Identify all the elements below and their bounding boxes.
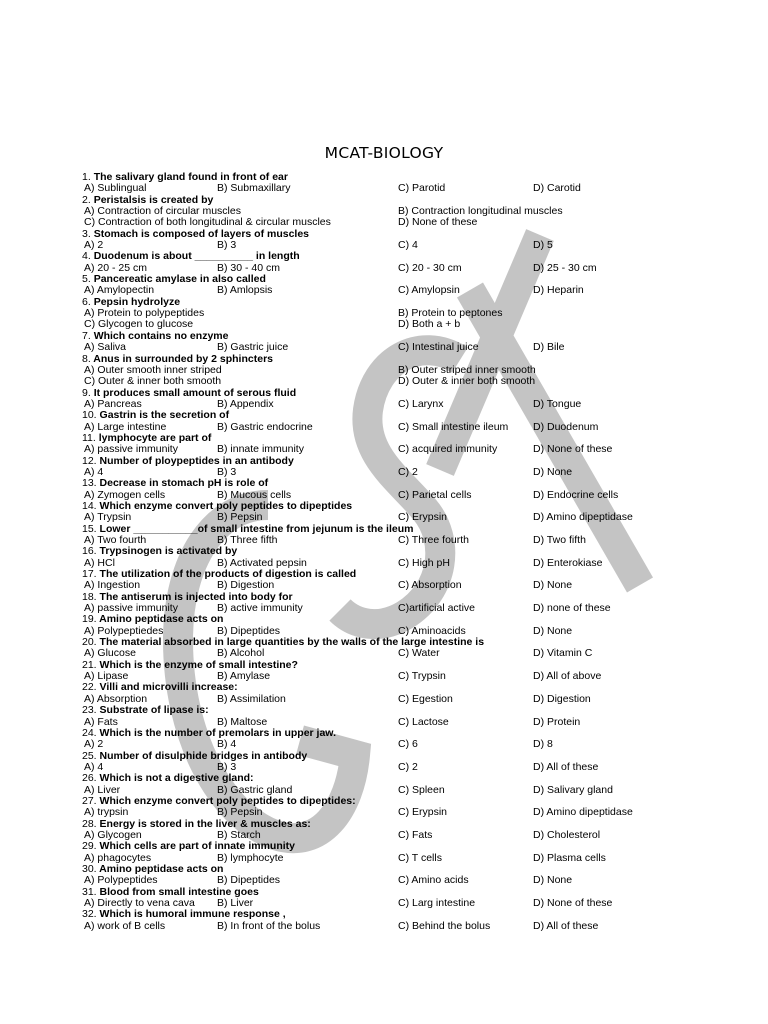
question-number: 25. [82, 749, 97, 762]
answer-option: D) All of these [533, 919, 599, 932]
answer-option: A) Polypeptiedes [84, 624, 164, 637]
options-row [82, 648, 682, 659]
answer-option: D) Cholesterol [533, 828, 601, 841]
answer-option: B) Dipeptides [217, 624, 281, 637]
answer-option: C) High pH [398, 556, 450, 569]
answer-option: D) Both a + b [398, 318, 461, 331]
answer-option: C) Contraction of both longitudinal & circular muscles [84, 216, 331, 229]
answer-option: B) Digestion [217, 579, 275, 592]
options-row [82, 240, 682, 251]
answer-option: A) Ingestion [84, 579, 141, 592]
answer-option: B) 3 [217, 465, 237, 478]
options-row [82, 422, 682, 433]
answer-option: D) Digestion [533, 692, 591, 705]
answer-option: A) Lipase [84, 670, 129, 683]
answer-option: A) Large intestine [84, 420, 167, 433]
question-number: 5. [82, 273, 91, 286]
answer-option: A) Glucose [84, 647, 136, 660]
answer-option: B) Gastric endocrine [217, 420, 313, 433]
question-stem: Stomach is composed of layers of muscles [93, 227, 310, 240]
answer-option: D) Heparin [533, 284, 584, 297]
page-title: MCAT-BIOLOGY [324, 144, 444, 162]
answer-option: B) 3 [217, 239, 237, 252]
answer-option: B) Assimilation [217, 692, 286, 705]
question-text [82, 773, 682, 784]
options-row [82, 898, 682, 909]
answer-option: B) 4 [217, 738, 237, 751]
answer-option: B) Appendix [217, 397, 274, 410]
question-number: 15. [82, 522, 97, 535]
question-number: 8. [82, 352, 91, 365]
question-stem: Blood from small intestine goes [99, 885, 259, 898]
question-stem: Amino peptidase acts on [99, 862, 224, 875]
answer-option: A) Two fourth [84, 534, 147, 546]
question-stem: Duodenum is about __________ in length [93, 250, 300, 263]
answer-option: D) None [533, 624, 573, 637]
answer-option: A) 2 [84, 738, 104, 751]
question-stem: Anus in surrounded by 2 sphincters [93, 352, 273, 365]
options-row [82, 285, 682, 296]
answer-option: C) Water [398, 647, 440, 660]
question-stem: The material absorbed in large quantities by the walls of the large intestine is [99, 636, 485, 649]
answer-option: C) acquired immunity [398, 443, 498, 456]
options-row [82, 342, 682, 353]
answer-option: D) Enterokiase [533, 556, 603, 569]
answer-option: B) Outer striped inner smooth [398, 363, 536, 376]
answer-option: C) Parietal cells [398, 488, 472, 501]
answer-option: A) work of B cells [84, 919, 166, 932]
answer-option: A) Contraction of circular muscles [84, 205, 241, 218]
options-row [82, 717, 682, 728]
answer-option: C) 4 [398, 239, 418, 252]
question-text [82, 546, 682, 557]
question-text [82, 705, 682, 716]
question-text [82, 864, 682, 875]
answer-option: D) All of above [533, 670, 602, 683]
options-row [82, 853, 682, 864]
question-text [82, 229, 682, 240]
question-number: 3. [82, 227, 91, 240]
answer-option: A) Liver [84, 783, 121, 796]
answer-option: C) Fats [398, 828, 433, 841]
answer-option: C) Amino acids [398, 874, 469, 887]
answer-option: B) Three fifth [217, 534, 278, 546]
question-stem: The antiserum is injected into body for [99, 590, 293, 603]
question-stem: Number of disulphide bridges in antibody [99, 749, 308, 762]
answer-option: C) 2 [398, 465, 418, 478]
answer-option: D) Carotid [533, 182, 581, 195]
question-number: 7. [82, 329, 91, 342]
question-number: 28. [82, 817, 97, 830]
question-number: 23. [82, 704, 97, 717]
options-row [82, 921, 682, 932]
answer-option: D) Salivary gland [533, 783, 613, 796]
question-stem: Which contains no enzyme [93, 329, 229, 342]
question-stem: Number of ploypeptides in an antibody [99, 454, 294, 467]
question-stem: Which cells are part of innate immunity [99, 840, 295, 853]
options-row [82, 376, 682, 387]
answer-option: C) Larg intestine [398, 897, 476, 909]
answer-option: B) Gastric juice [217, 341, 289, 354]
question-stem: Villi and microvilli increase: [99, 681, 238, 694]
answer-option: B) Protein to peptones [398, 307, 503, 320]
question-stem: Pancereatic amylase in also called [93, 273, 266, 286]
options-row [82, 558, 682, 569]
answer-option: A) 20 - 25 cm [84, 261, 148, 274]
question-number: 30. [82, 862, 97, 875]
answer-option: A) phagocytes [84, 851, 152, 864]
question-number: 27. [82, 794, 97, 807]
answer-option: C) Erypsin [398, 806, 448, 819]
options-row [82, 830, 682, 841]
question-number: 19. [82, 613, 97, 626]
question-number: 32. [82, 908, 97, 921]
answer-option: D) Bile [533, 341, 565, 354]
answer-option: D) Duodenum [533, 420, 599, 433]
question-number: 26. [82, 772, 97, 785]
options-row [82, 875, 682, 886]
question-number: 24. [82, 726, 97, 739]
question-number: 11. [82, 431, 96, 444]
answer-option: A) 2 [84, 239, 104, 252]
answer-option: A) Pancreas [84, 397, 142, 410]
question-stem: Gastrin is the secretion of [99, 409, 230, 422]
question-text [82, 614, 682, 625]
options-row [82, 512, 682, 523]
question-stem: Which is not a digestive gland: [99, 772, 254, 785]
question-number: 17. [82, 568, 97, 581]
question-number: 12. [82, 454, 97, 467]
options-row [82, 467, 682, 478]
answer-option: A) Protein to polypeptides [84, 307, 205, 320]
options-row [82, 217, 682, 228]
question-text [82, 728, 682, 739]
answer-option: D) None [533, 874, 573, 887]
question-text [82, 410, 682, 421]
question-stem: Decrease in stomach pH is role of [99, 477, 269, 490]
answer-option: B) lymphocyte [217, 851, 284, 864]
answer-option: B) 3 [217, 760, 237, 773]
answer-option: C) Aminoacids [398, 624, 466, 637]
question-text [82, 682, 682, 693]
answer-option: B) Pepsin [217, 806, 263, 819]
question-text [82, 909, 682, 920]
answer-option: A) Sublingual [84, 182, 147, 195]
question-stem: Peristalsis is created by [93, 193, 214, 206]
question-stem: Which is humoral immune response , [99, 908, 286, 921]
question-stem: Trypsinogen is activated by [99, 545, 238, 558]
answer-option: C) Glycogen to glucose [84, 318, 194, 331]
answer-option: C) Amylopsin [398, 284, 460, 297]
question-text [82, 569, 682, 580]
options-row [82, 807, 682, 818]
answer-option: D) None of these [533, 443, 613, 456]
answer-option: C) 2 [398, 760, 418, 773]
question-number: 21. [82, 658, 97, 671]
answer-option: D) None of these [533, 897, 613, 909]
options-row [82, 762, 682, 773]
answer-option: C) Three fourth [398, 534, 470, 546]
options-row [82, 183, 682, 194]
answer-option: A) Trypsin [84, 511, 132, 524]
answer-option: D) Protein [533, 715, 581, 728]
answer-option: C) T cells [398, 851, 442, 864]
question-stem: Which is the number of premolars in upper jaw. [99, 726, 337, 739]
answer-option: D) 25 - 30 cm [533, 261, 597, 274]
answer-option: C) Egestion [398, 692, 453, 705]
question-text [82, 478, 682, 489]
answer-option: C) 6 [398, 738, 418, 751]
answer-option: D) None [533, 465, 573, 478]
question-number: 16. [82, 545, 97, 558]
answer-option: B) Activated pepsin [217, 556, 307, 569]
answer-option: D) Amino dipeptidase [533, 511, 633, 524]
question-number: 2. [82, 193, 91, 206]
answer-option: B) innate immunity [217, 443, 304, 456]
question-number: 6. [82, 295, 91, 308]
answer-option: D) Two fifth [533, 534, 586, 546]
question-text [82, 456, 682, 467]
answer-option: D) Outer & inner both smooth [398, 375, 536, 388]
question-text [82, 637, 682, 648]
answer-option: C) Outer & inner both smooth [84, 375, 222, 388]
question-stem: Amino peptidase acts on [99, 613, 224, 626]
question-stem: It produces small amount of serous fluid [93, 386, 297, 399]
answer-option: A) Directly to vena cava [84, 897, 195, 909]
options-row [82, 626, 682, 637]
options-row [82, 444, 682, 455]
question-number: 13. [82, 477, 97, 490]
question-stem: The salivary gland found in front of ear [93, 171, 288, 183]
answer-option: D) Tongue [533, 397, 582, 410]
options-row [82, 399, 682, 410]
answer-option: A) Fats [84, 715, 118, 728]
answer-option: D) Plasma cells [533, 851, 606, 864]
answer-option: B) Contraction longitudinal muscles [398, 205, 563, 218]
options-row [82, 671, 682, 682]
question-number: 1. [82, 171, 91, 183]
question-text [82, 274, 682, 285]
answer-option: D) None [533, 579, 573, 592]
question-number: 14. [82, 499, 97, 512]
answer-option: A) Zymogen cells [84, 488, 166, 501]
question-number: 31. [82, 885, 97, 898]
answer-option: B) Mucous cells [217, 488, 292, 501]
answer-option: B) Amlopsis [217, 284, 273, 297]
answer-option: C) Spleen [398, 783, 445, 796]
answer-option: C) 20 - 30 cm [398, 261, 462, 274]
answer-option: A) Outer smooth inner striped [84, 363, 222, 376]
options-row [82, 535, 682, 546]
question-text [82, 388, 682, 399]
answer-option: C) Larynx [398, 397, 444, 410]
answer-option: B) Maltose [217, 715, 268, 728]
answer-option: A) Glycogen [84, 828, 142, 841]
question-stem: Substrate of lipase is: [99, 704, 209, 717]
answer-option: A) passive immunity [84, 602, 178, 615]
question-text [82, 172, 682, 183]
answer-option: B) Gastric gland [217, 783, 293, 796]
answer-option: D) None of these [398, 216, 478, 229]
answer-option: B) Submaxillary [217, 182, 291, 195]
answer-option: D) Amino dipeptidase [533, 806, 633, 819]
answer-option: D) Endocrine cells [533, 488, 619, 501]
options-row [82, 490, 682, 501]
answer-option: C) Intestinal juice [398, 341, 479, 354]
answer-option: C) Parotid [398, 182, 446, 195]
answer-option: A) 4 [84, 760, 104, 773]
question-stem: Pepsin hydrolyze [93, 295, 181, 308]
question-number: 4. [82, 250, 91, 263]
question-number: 29. [82, 840, 97, 853]
answer-option: D) none of these [533, 602, 611, 615]
answer-option: D) Vitamin C [533, 647, 593, 660]
options-row [82, 694, 682, 705]
answer-option: B) 30 - 40 cm [217, 261, 281, 274]
answer-option: B) active immunity [217, 602, 303, 615]
question-stem: Which enzyme convert poly peptides to dipeptides [99, 499, 353, 512]
question-stem: Which is the enzyme of small intestine? [99, 658, 298, 671]
question-text [82, 331, 682, 342]
answer-option: C) Erypsin [398, 511, 448, 524]
question-text [82, 841, 682, 852]
question-text [82, 524, 682, 535]
question-stem: lymphocyte are part of [98, 431, 212, 444]
options-row [82, 263, 682, 274]
answer-option: B) Dipeptides [217, 874, 281, 887]
answer-option: D) 5 [533, 239, 553, 252]
answer-option: A) Polypeptides [84, 874, 158, 887]
options-row [82, 739, 682, 750]
answer-option: B) Amylase [217, 670, 271, 683]
question-stem: The utilization of the products of digestion is called [99, 568, 357, 581]
answer-option: A) HCl [84, 556, 115, 569]
options-row [82, 603, 682, 614]
answer-option: A) Saliva [84, 341, 127, 354]
question-number: 9. [82, 386, 91, 399]
question-number: 18. [82, 590, 97, 603]
answer-option: D) All of these [533, 760, 599, 773]
question-stem: Which enzyme convert poly peptides to dipeptides: [99, 794, 356, 807]
question-stem: Energy is stored in the liver & muscles as: [99, 817, 311, 830]
question-list [82, 172, 682, 932]
answer-option: A) passive immunity [84, 443, 178, 456]
answer-option: B) Starch [217, 828, 261, 841]
options-row [82, 785, 682, 796]
answer-option: B) Alcohol [217, 647, 265, 660]
answer-option: C) Behind the bolus [398, 919, 491, 932]
answer-option: A) trypsin [84, 806, 129, 819]
answer-option: C) Trypsin [398, 670, 446, 683]
answer-option: D) 8 [533, 738, 553, 751]
question-number: 10. [82, 409, 97, 422]
question-number: 22. [82, 681, 97, 694]
answer-option: B) In front of the bolus [217, 919, 321, 932]
answer-option: C) Absorption [398, 579, 462, 592]
answer-option: B) Liver [217, 897, 254, 909]
answer-option: C)artificial active [398, 602, 476, 615]
answer-option: C) Lactose [398, 715, 449, 728]
question-stem: Lower ___________of small intestine from jejunum is the ileum [99, 522, 414, 535]
answer-option: C) Small intestine ileum [398, 420, 509, 433]
answer-option: A) Absorption [84, 692, 148, 705]
answer-option: A) Amylopectin [84, 284, 155, 297]
answer-option: A) 4 [84, 465, 104, 478]
options-row [82, 580, 682, 591]
answer-option: B) Pepsin [217, 511, 263, 524]
options-row [82, 319, 682, 330]
question-number: 20. [82, 636, 97, 649]
